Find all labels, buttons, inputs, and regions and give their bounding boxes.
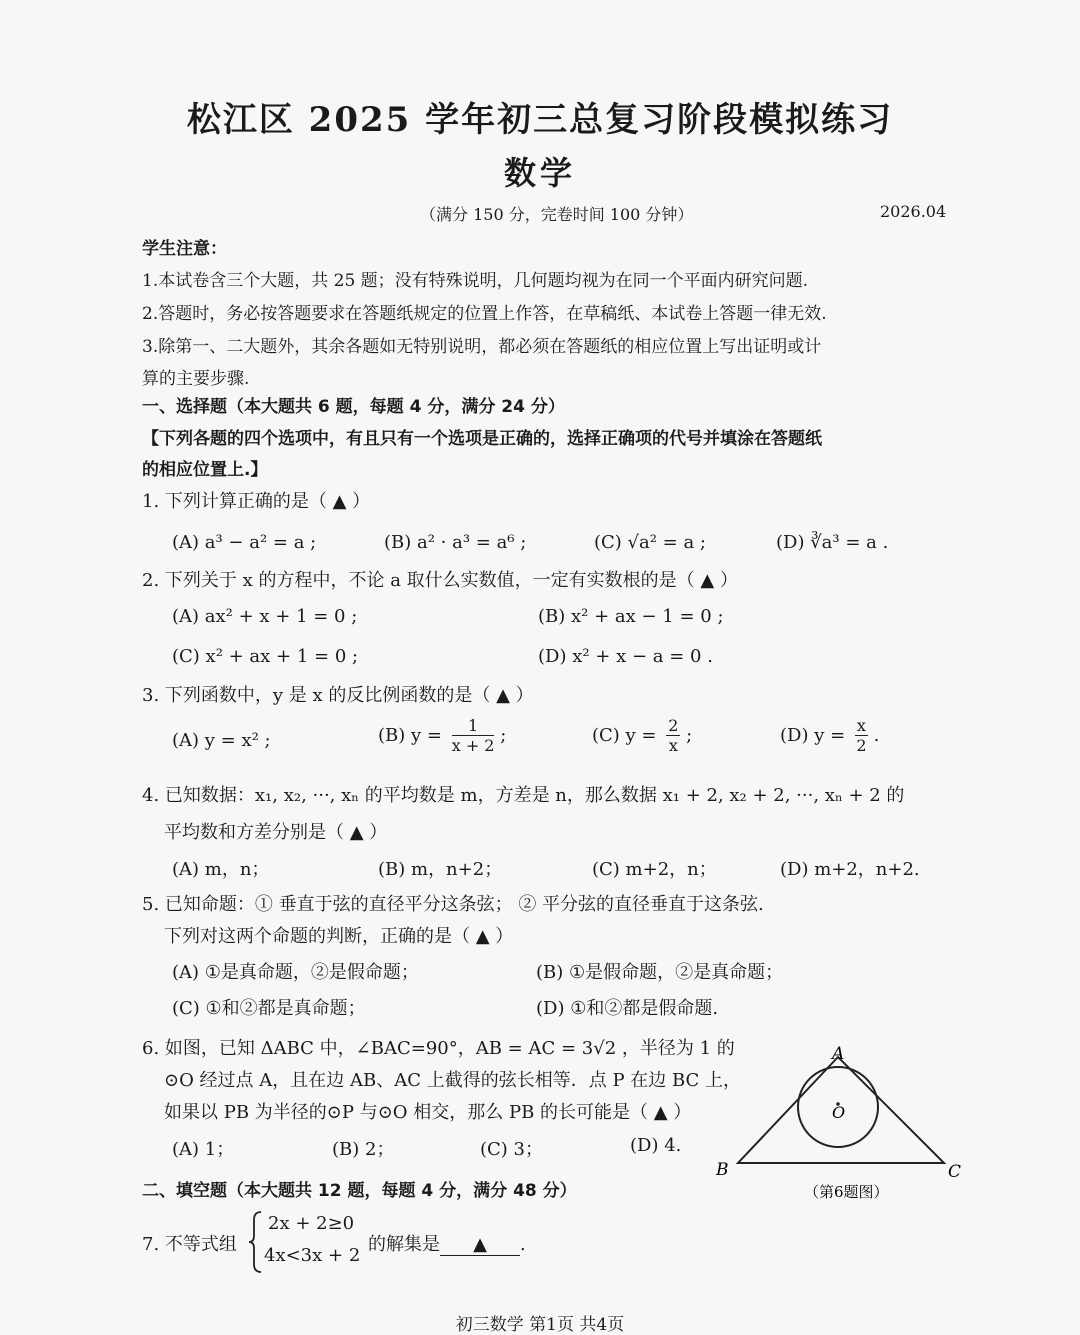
q7-answer-blank[interactable]: ▲ [440, 1234, 520, 1256]
q3-stem: 3. 下列函数中，y 是 x 的反比例函数的是（ ▲ ） [142, 685, 534, 706]
section1-instruction-b: 的相应位置上.】 [142, 460, 268, 480]
q3-option-c-numerator: 2 [668, 716, 679, 735]
q1-option-c: (C) √a² = a ; [594, 532, 706, 553]
q7-suffix [368, 1230, 526, 1256]
q5-option-c: (C) ①和②都是真命题； [172, 998, 366, 1019]
q7-inequality-1: 2x + 2≥0 [268, 1213, 355, 1234]
q2-option-c: (C) x² + ax + 1 = 0 ; [172, 646, 359, 667]
exam-title: 松江区 2025 学年初三总复习阶段模拟练习 [186, 100, 894, 140]
q7-inequality-2: 4x<3x + 2 [264, 1245, 361, 1266]
q2-stem: 2. 下列关于 x 的方程中，不论 a 取什么实数值，一定有实数根的是（ ▲ ） [142, 570, 738, 591]
q3-option-a: (A) y = x² ; [172, 730, 271, 751]
q6-option-c: (C) 3； [480, 1139, 543, 1160]
q7-end: . [520, 1234, 526, 1255]
q1-stem: 1. 下列计算正确的是（ ▲ ） [142, 491, 371, 512]
q6-figure [700, 1035, 980, 1210]
label-o: O [832, 1103, 846, 1122]
q3-option-b: (B) y = $\frac{1}{x + 2}$ ; [378, 716, 507, 755]
notice-line-3b: 算的主要步骤. [142, 369, 250, 389]
q6-stem-b: ⊙O 经过点 A，且在边 AB、AC 上截得的弦长相等．点 P 在边 BC 上， [164, 1070, 742, 1091]
q3-option-c: (C) y = $\frac{2}{x}$ ; [592, 716, 693, 755]
q6-stem-c: 如果以 PB 为半径的⊙P 与⊙O 相交，那么 PB 的长可能是（ ▲ ） [164, 1102, 692, 1123]
q4-stem-b: 平均数和方差分别是（ ▲ ） [164, 822, 388, 843]
q5-option-d: (D) ①和②都是假命题. [536, 998, 719, 1019]
q1-option-a: (A) a³ − a² = a ; [172, 532, 317, 553]
q3-option-d-denominator: 2 [856, 736, 867, 755]
q4-option-d: (D) m+2，n+2. [780, 859, 920, 880]
q1-option-b: (B) a² · a³ = a⁶ ; [384, 532, 527, 553]
label-b: B [716, 1160, 729, 1180]
notice-line-3a: 3.除第一、二大题外，其余各题如无特别说明，都必须在答题纸的相应位置上写出证明或计 [142, 337, 822, 357]
q6-option-a: (A) 1； [172, 1139, 235, 1160]
exam-meta: （满分 150 分，完卷时间 100 分钟） [420, 205, 694, 224]
q3-option-c-denominator: x [668, 736, 678, 755]
q7-prefix: 7. 不等式组 [142, 1234, 237, 1255]
q5-stem-a: 5. 已知命题：① 垂直于弦的直径平分这条弦； ② 平分弦的直径垂直于这条弦. [142, 894, 764, 915]
q6-option-d: (D) 4. [630, 1135, 682, 1156]
q1-option-d: (D) ∛a³ = a . [776, 532, 889, 553]
q2-option-a: (A) ax² + x + 1 = 0 ; [172, 606, 358, 627]
q3-option-b-prefix: (B) y = [378, 725, 442, 746]
q3-option-d: (D) y = $\frac{x}{2}$ . [780, 716, 880, 755]
q6-option-b: (B) 2； [332, 1139, 395, 1160]
q5-stem-b: 下列对这两个命题的判断，正确的是（ ▲ ） [164, 926, 514, 947]
q7-brace [248, 1210, 264, 1274]
q7-suffix-text: 的解集是 [368, 1234, 440, 1255]
section2-heading: 二、填空题（本大题共 12 题，每题 4 分，满分 48 分） [142, 1181, 577, 1201]
q6-stem-a: 6. 如图，已知 ΔABC 中，∠BAC=90°，AB = AC = 3√2 ，半径为 1 的 [142, 1038, 735, 1059]
q3-option-d-numerator: x [856, 716, 866, 735]
q2-option-b: (B) x² + ax − 1 = 0 ; [538, 606, 724, 627]
page-footer: 初三数学 第1页 共4页 [455, 1315, 625, 1335]
exam-date: 2026.04 [880, 202, 947, 221]
notice-line-1: 1.本试卷含三个大题，共 25 题；没有特殊说明，几何题均视为在同一个平面内研究问题. [142, 271, 809, 291]
figure-caption: （第6题图） [804, 1183, 889, 1201]
q2-option-d: (D) x² + x − a = 0 . [538, 646, 713, 667]
section1-instruction-a: 【下列各题的四个选项中，有且只有一个选项是正确的，选择正确项的代号并填涂在答题纸 [142, 429, 822, 449]
notice-heading: 学生注意： [142, 239, 227, 259]
q3-option-b-numerator: 1 [452, 716, 495, 736]
q4-stem-a: 4. 已知数据：x₁, x₂, ···, xₙ 的平均数是 m，方差是 n，那么数据 x₁ + 2, x₂ + 2, ···, xₙ + 2 的 [142, 785, 905, 806]
q3-option-b-denominator: x + 2 [451, 736, 495, 755]
q3-option-c-prefix: (C) y = [592, 725, 657, 746]
notice-line-2: 2.答题时，务必按答题要求在答题纸规定的位置上作答，在草稿纸、本试卷上答题一律无效. [142, 304, 827, 324]
q4-option-c: (C) m+2，n； [592, 859, 717, 880]
subject-title: 数学 [503, 154, 576, 192]
q4-option-b: (B) m，n+2； [378, 859, 503, 880]
label-c: C [948, 1162, 962, 1182]
q3-option-d-prefix: (D) y = [780, 725, 846, 746]
q4-option-a: (A) m，n； [172, 859, 270, 880]
label-a: A [832, 1044, 845, 1064]
q5-option-a: (A) ①是真命题，②是假命题； [172, 962, 419, 983]
q5-option-b: (B) ①是假命题，②是真命题； [536, 962, 784, 983]
section1-heading: 一、选择题（本大题共 6 题，每题 4 分，满分 24 分） [142, 397, 565, 417]
